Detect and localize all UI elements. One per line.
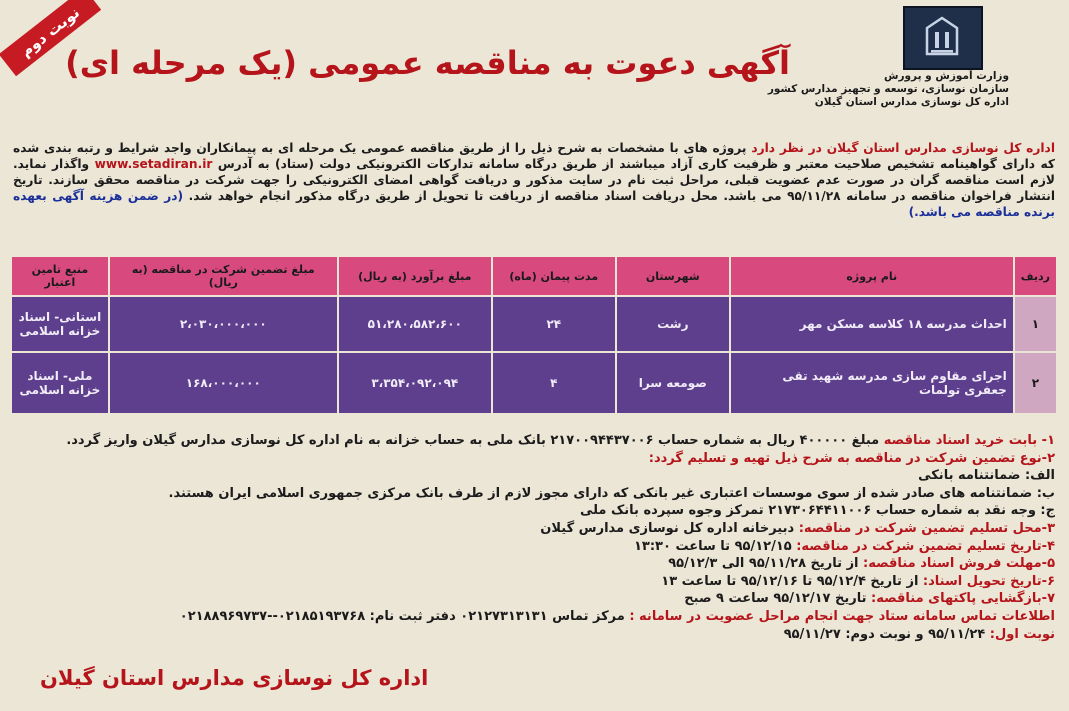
organization-block <box>767 70 1009 109</box>
intro-lead: اداره کل نوسازی مدارس استان گیلان در نظر دارد <box>751 141 1055 155</box>
cell-project-name: احداث مدرسه ۱۸ کلاسه مسکن مهر <box>731 297 1013 351</box>
term-item: ب: ضمانتنامه های صادر شده از سوی موسسات اعتباری غیر بانکی که دارای مجوز لازم از طرف بانک مرکزی جمهوری اسلامی ایران هستند. <box>168 485 1055 501</box>
cell-index: ۲ <box>1015 353 1056 413</box>
cell-project-name: اجرای مقاوم سازی مدرسه شهید تقی جعفری تولمات <box>731 353 1013 413</box>
table-row <box>12 297 1056 351</box>
term-item <box>15 520 1055 538</box>
term-label: ۷-بازگشایی پاکتهای مناقصه: <box>871 591 1055 607</box>
col-header: مبلغ تضمین شرکت در مناقصه (به ریال) <box>110 257 337 295</box>
term-item: الف: ضمانتنامه بانکی <box>918 468 1055 484</box>
cell-city: رشت <box>617 297 729 351</box>
term-label: ۴-تاریخ تسلیم تضمین شرکت در مناقصه: <box>796 538 1055 554</box>
contact-line <box>15 608 1055 626</box>
cell-source: ملی- اسناد خزانه اسلامی <box>12 353 108 413</box>
footer-signature: اداره کل نوسازی مدارس استان گیلان <box>40 666 429 690</box>
col-header: منبع تامین اعتبار <box>12 257 108 295</box>
cell-city: صومعه سرا <box>617 353 729 413</box>
term-item <box>15 538 1055 556</box>
website-link[interactable]: www.setadiran.ir <box>94 157 213 171</box>
term-item <box>15 555 1055 573</box>
term-label: نوبت اول: <box>989 626 1055 642</box>
term-text: تاریخ ۹۵/۱۲/۱۷ ساعت ۹ صبح <box>684 591 872 607</box>
cell-duration: ۴ <box>493 353 615 413</box>
terms-list <box>15 432 1055 643</box>
publish-dates <box>15 626 1055 644</box>
term-item: ۲-نوع تضمین شرکت در مناقصه به شرح ذیل تهیه و تسلیم گردد: <box>648 450 1055 466</box>
col-header: ردیف <box>1015 257 1056 295</box>
intro-body: پروژه های با مشخصات به شرح ذیل را از طریق مناقصه عمومی یک مرحله ای به پیمانکاران واجد شرایط و رتبه بندی شده که دارای گواهینامه تشخیص صلاحیت معتبر و ظرفیت کاری آزاد میباشند از طریق درگاه سامانه تدارکات الکترونیکی دولت (ستاد) به آدرس <box>13 141 1055 171</box>
ministry-logo <box>903 6 983 70</box>
term-label: ۶-تاریخ تحویل اسناد: <box>922 573 1055 589</box>
term-item <box>15 432 1055 450</box>
term-text: ۹۵/۱۲/۱۵ تا ساعت ۱۳:۳۰ <box>633 538 797 554</box>
term-text: از تاریخ ۹۵/۱۲/۴ تا ۹۵/۱۲/۱۶ تا ساعت ۱۳ <box>661 573 923 589</box>
col-header: مبلغ برآورد (به ریال) <box>339 257 491 295</box>
org-line: وزارت آموزش و پرورش <box>883 70 1009 82</box>
term-text: مبلغ ۴۰۰۰۰۰ ریال به شماره حساب ۲۱۷۰۰۹۴۴۳۷۰۰۶ بانک ملی به حساب خزانه به نام اداره کل نوسازی مدارس گیلان واریز گردد. <box>66 433 884 448</box>
table-header-row <box>12 257 1056 295</box>
ribbon-badge: نوبت دوم <box>0 0 101 76</box>
term-text: ۹۵/۱۱/۲۴ و نوبت دوم: ۹۵/۱۱/۲۷ <box>783 626 990 642</box>
cell-duration: ۲۴ <box>493 297 615 351</box>
term-text: مرکز تماس ۰۲۱۲۷۳۱۳۱۳۱ دفتر ثبت نام: ۰۲۱۸۵۱۹۳۷۶۸--۰۲۱۸۸۹۶۹۷۳۷ <box>179 608 630 624</box>
table-row <box>12 353 1056 413</box>
term-label: ۱- بابت خرید اسناد مناقصه <box>883 433 1055 448</box>
cell-estimate: ۵۱،۲۸۰،۵۸۲،۶۰۰ <box>339 297 491 351</box>
term-label: ۵-مهلت فروش اسناد مناقصه: <box>863 556 1055 572</box>
page-title: آگهی دعوت به مناقصه عمومی (یک مرحله ای) <box>65 44 790 82</box>
intro-note: (در ضمن هزینه آگهی بعهده برنده مناقصه می باشد.) <box>13 189 1055 219</box>
term-text: از تاریخ ۹۵/۱۱/۲۸ الی ۹۵/۱۲/۳ <box>668 556 864 572</box>
emblem-icon <box>921 14 963 56</box>
cell-estimate: ۳،۳۵۴،۰۹۲،۰۹۴ <box>339 353 491 413</box>
col-header: نام پروژه <box>731 257 1013 295</box>
cell-source: استانی- اسناد خزانه اسلامی <box>12 297 108 351</box>
col-header: شهرستان <box>617 257 729 295</box>
intro-body-2: واگذار نماید. لازم است مناقصه گران در صورت عدم عضویت قبلی، مراحل ثبت نام در سایت مذکور و دریافت گواهی امضای الکترونیکی را جهت شرکت در مناقصه محقق سازند. تاریخ انتشار فراخوان مناقصه در سامانه ۹۵/۱۱/۲۸ می باشد. محل دریافت اسناد مناقصه از دریافت تا تحویل از طریق درگاه مذکور انجام خواهد شد. <box>13 157 1055 203</box>
intro-paragraph <box>13 140 1055 220</box>
term-text: دبیرخانه اداره کل نوسازی مدارس گیلان <box>540 520 799 536</box>
term-item <box>15 573 1055 591</box>
cell-index: ۱ <box>1015 297 1056 351</box>
org-line: سازمان نوسازی، توسعه و تجهیز مدارس کشور <box>767 83 1009 95</box>
projects-table <box>10 255 1058 415</box>
term-label: ۳-محل تسلیم تضمین شرکت در مناقصه: <box>798 520 1055 536</box>
term-label: اطلاعات تماس سامانه ستاد جهت انجام مراحل عضویت در سامانه : <box>629 608 1055 624</box>
term-item: ج: وجه نقد به شماره حساب ۲۱۷۳۰۶۴۴۱۱۰۰۶ تمرکز وجوه سپرده بانک ملی <box>579 503 1055 519</box>
cell-guarantee: ۲،۰۳۰،۰۰۰،۰۰۰ <box>110 297 337 351</box>
org-line: اداره کل نوسازی مدارس استان گیلان <box>814 96 1009 108</box>
cell-guarantee: ۱۶۸،۰۰۰،۰۰۰ <box>110 353 337 413</box>
term-item <box>15 590 1055 608</box>
col-header: مدت پیمان (ماه) <box>493 257 615 295</box>
